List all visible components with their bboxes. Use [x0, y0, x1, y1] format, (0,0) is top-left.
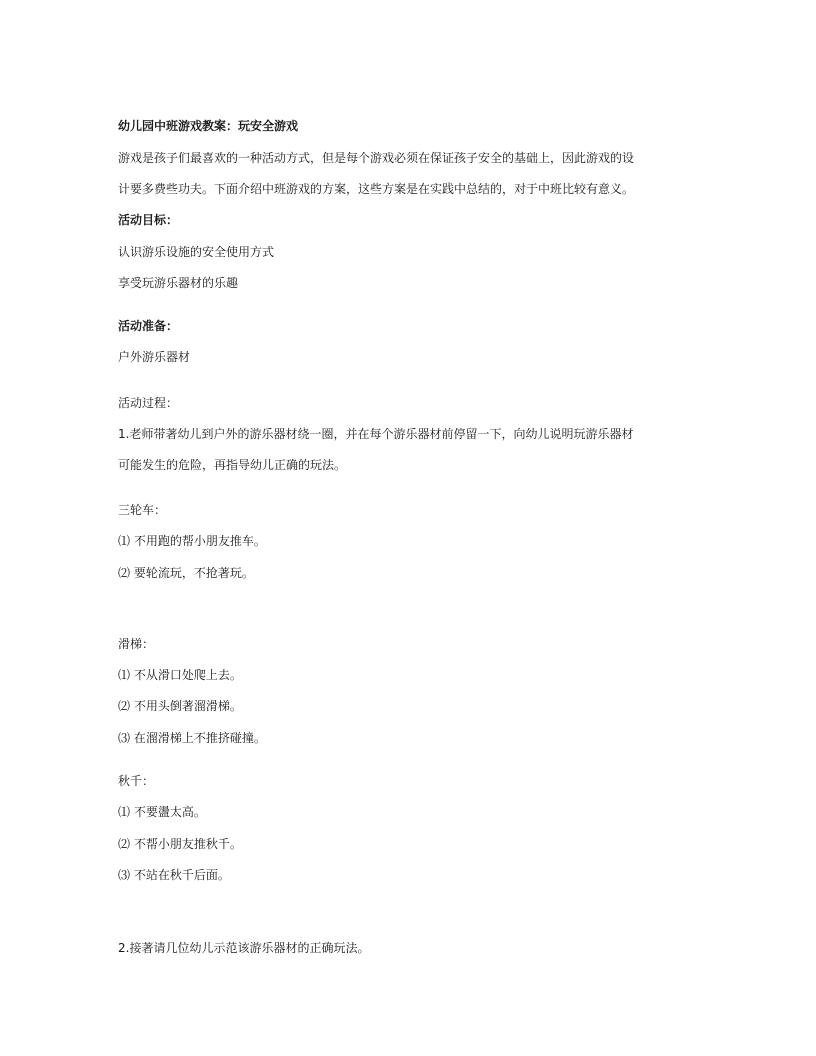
swing-rule: ⑴ 不要盪太高。: [118, 805, 206, 819]
slide-rule: ⑵ 不用头倒著溜滑梯。: [118, 699, 242, 713]
tricycle-rule: ⑴ 不用跑的帮小朋友推车。: [118, 534, 266, 548]
swing-rule: ⑶ 不站在秋千后面。: [118, 868, 230, 882]
slide-rule: ⑴ 不从滑口处爬上去。: [118, 668, 242, 682]
tricycle-heading: 三轮车：: [118, 503, 167, 517]
swing-rule: ⑵ 不帮小朋友推秋千。: [118, 837, 242, 851]
process-heading: 活动过程：: [118, 396, 179, 410]
swing-heading: 秋千：: [118, 774, 155, 788]
slide-heading: 滑梯：: [118, 637, 155, 651]
step1-line-2: 可能发生的危险，再指导幼儿正确的玩法。: [118, 458, 347, 472]
step2-line: 2.接著请几位幼儿示范该游乐器材的正确玩法。: [118, 941, 370, 955]
intro-line-1: 游戏是孩子们最喜欢的一种活动方式，但是每个游戏必须在保证孩子安全的基础上，因此游戏的设: [118, 151, 635, 165]
preparation-item: 户外游乐器材: [118, 350, 191, 364]
slide-rule: ⑶ 在溜滑梯上不推挤碰撞。: [118, 731, 266, 745]
objective-item: 认识游乐设施的安全使用方式: [118, 245, 275, 259]
intro-line-2: 计要多费些功夫。下面介绍中班游戏的方案，这些方案是在实践中总结的，对于中班比较有意义。: [118, 182, 635, 196]
preparation-heading: 活动准备：: [118, 319, 179, 333]
tricycle-rule: ⑵ 要轮流玩，不抢著玩。: [118, 566, 254, 580]
step1-line-1: 1.老师带著幼儿到户外的游乐器材绕一圈，并在每个游乐器材前停留一下，向幼儿说明玩游乐器材: [118, 427, 634, 441]
objectives-heading: 活动目标：: [118, 213, 179, 227]
objective-item: 享受玩游乐器材的乐趣: [118, 276, 239, 290]
document-title: 幼儿园中班游戏教案：玩安全游戏: [118, 119, 299, 133]
